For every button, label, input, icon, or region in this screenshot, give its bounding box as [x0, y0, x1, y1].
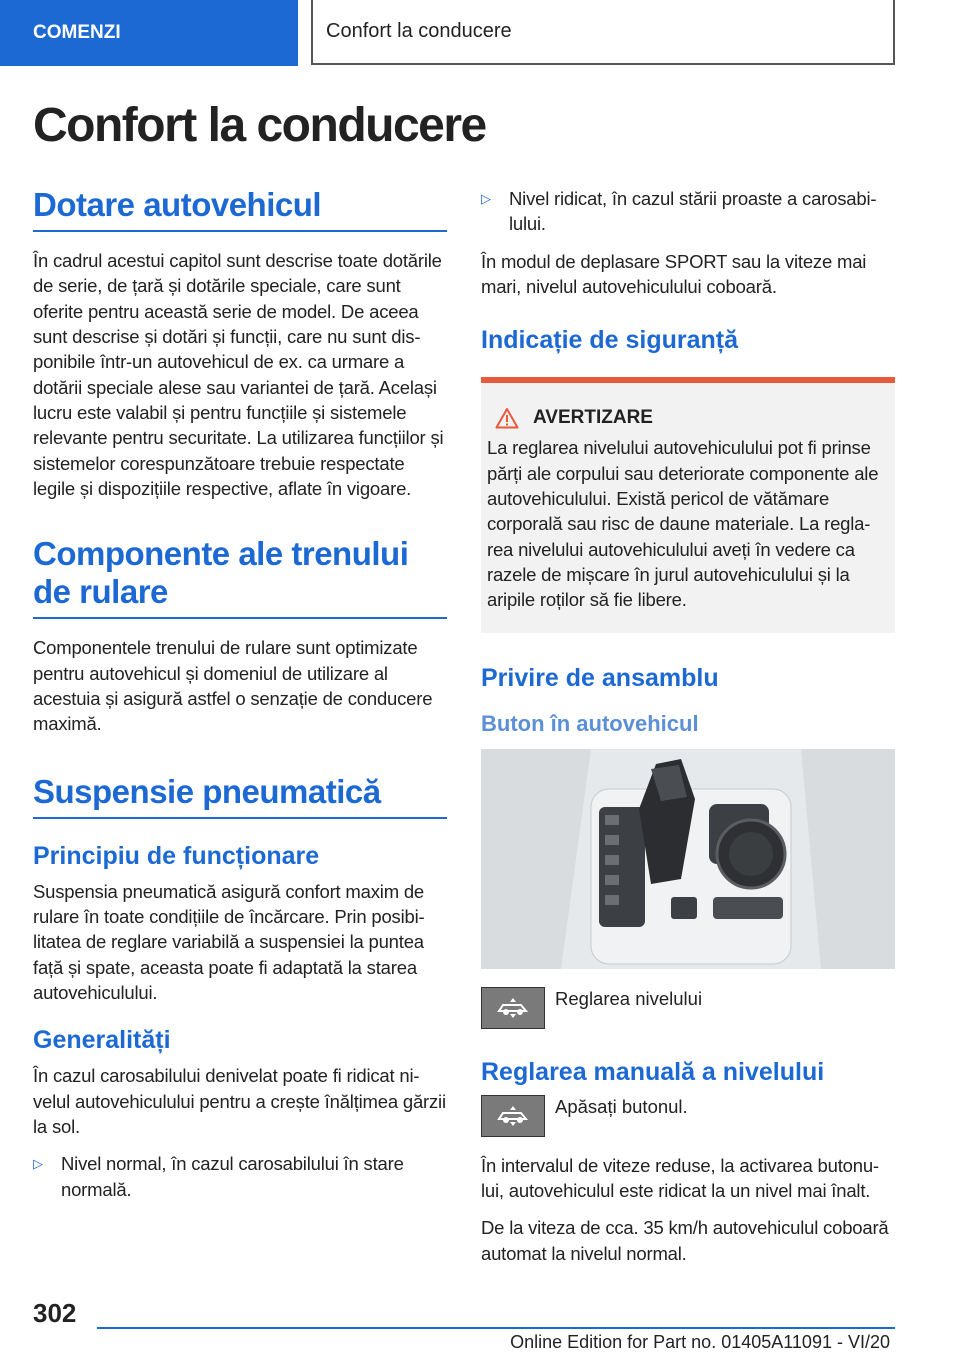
- footer-edition-text: Online Edition for Part no. 01405A11091 - VI/20: [510, 1332, 890, 1352]
- list-item-nivel-ridicat: [481, 186, 895, 237]
- paragraph-viteze-reduse: În intervalul de viteze reduse, la activarea butonului, autovehiculul este ridicat la un nivel mai înalt.: [481, 1154, 880, 1202]
- subheading-privire-ansamblu: Privire de ansamblu: [481, 663, 719, 692]
- warning-triangle-icon: [495, 407, 519, 429]
- paragraph-coborare-automata: De la viteza de cca. 35 km/h autovehiculul coboară automat la nivelul normal.: [481, 1217, 889, 1264]
- section-tab: COMENZI: [0, 0, 298, 66]
- subheading-generalitati: Generalități: [33, 1026, 171, 1055]
- subheading-principiu-functionare: Principiu de funcționare: [33, 841, 320, 870]
- icon-caption: Reglarea nivelului: [555, 987, 703, 1009]
- heading-suspensie-pneumatica: Suspensie pneumatică: [33, 773, 447, 819]
- paragraph-dotare: În cadrul acestui capitol sunt descrise toate dotările de serie, de țară și dotările speciale, care sunt oferite pentru această serie de model. De aceea sunt descrise și dotări și funcții, care nu sunt disponibile într-un autovehicul de ex. ca urmare a dotării speciale alese sau variantei de țară. Același lucru este valabil și pentru funcțiile și sistemele relevante pentru securitate. La utilizarea funcțiilor și sistemelor corespunzătoare trebuie respectate legile și dispozițiile respective, aflate în vigoare.: [33, 249, 444, 500]
- warning-header: [487, 407, 889, 429]
- triangle-bullet-icon: ▷: [481, 191, 491, 206]
- heading-dotare-autovehicul: Dotare autovehicul: [33, 186, 447, 232]
- heading-componente-tren-rulare: Componente ale trenului de rulare: [33, 535, 447, 619]
- warning-box: [481, 377, 895, 632]
- list-item-nivel-normal: [33, 1151, 447, 1202]
- left-column: [33, 186, 447, 1214]
- subheading-buton-autovehicul: Buton în autovehicul: [481, 710, 699, 736]
- paragraph-generalitati: În cazul carosabilului denivelat poate fi ridicat nivelul autovehiculului pentru a crește înălțimea gărzii la sol.: [33, 1065, 446, 1137]
- subheading-indicatie-siguranta: Indicație de siguranță: [481, 326, 739, 355]
- center-console-photo: [481, 749, 895, 969]
- warning-text: La reglarea nivelului autovehiculului pot fi prinse părți ale corpului sau deteriorate componente ale autovehiculului. Există pericol de vătămare corporală sau risc de daune materiale. La reglarea nivelului autovehiculului aveți în vedere ca razele de mișcare în jurul autovehiculului și la aripile roților să fie libere.: [487, 437, 879, 611]
- warning-title: AVERTIZARE: [533, 407, 653, 429]
- page-title: Confort la conducere: [33, 99, 486, 152]
- instruction-text: Apăsați butonul.: [555, 1095, 688, 1117]
- list-item-text: Nivel ridicat, în cazul stării proaste a carosabilului.: [509, 188, 877, 235]
- level-control-button-icon: [481, 1095, 545, 1137]
- triangle-bullet-icon: ▷: [33, 1156, 43, 1172]
- chapter-tab: Confort la conducere: [311, 0, 895, 65]
- level-control-button-icon: [481, 987, 545, 1029]
- right-column: [481, 186, 895, 1278]
- paragraph-componente: Componentele trenului de rulare sunt optimizate pentru autovehicul și domeniul de utilizare al acestuia și asigură astfel o senzație de conducere maximă.: [33, 637, 433, 735]
- page-number: 302: [33, 1298, 77, 1328]
- page-header: [0, 0, 960, 66]
- list-item-text: Nivel normal, în cazul carosabilului în stare normală.: [61, 1153, 404, 1200]
- paragraph-principiu: Suspensia pneumatică asigură confort maxim de rulare în toate condițiile de încărcare. Prin posibilitatea de reglare variabilă a suspensiei la puntea față și spate, aceasta poate fi adaptată la starea autovehiculului.: [33, 880, 425, 1003]
- paragraph-sport: În modul de deplasare SPORT sau la viteze mai mari, nivelul autovehiculului coboară.: [481, 250, 867, 298]
- subheading-reglare-manuala: Reglarea manuală a nivelului: [481, 1057, 825, 1086]
- footer-divider: [97, 1327, 895, 1329]
- icon-row-reglare-nivel: [481, 987, 895, 1029]
- icon-row-apasati-butonul: [481, 1095, 895, 1137]
